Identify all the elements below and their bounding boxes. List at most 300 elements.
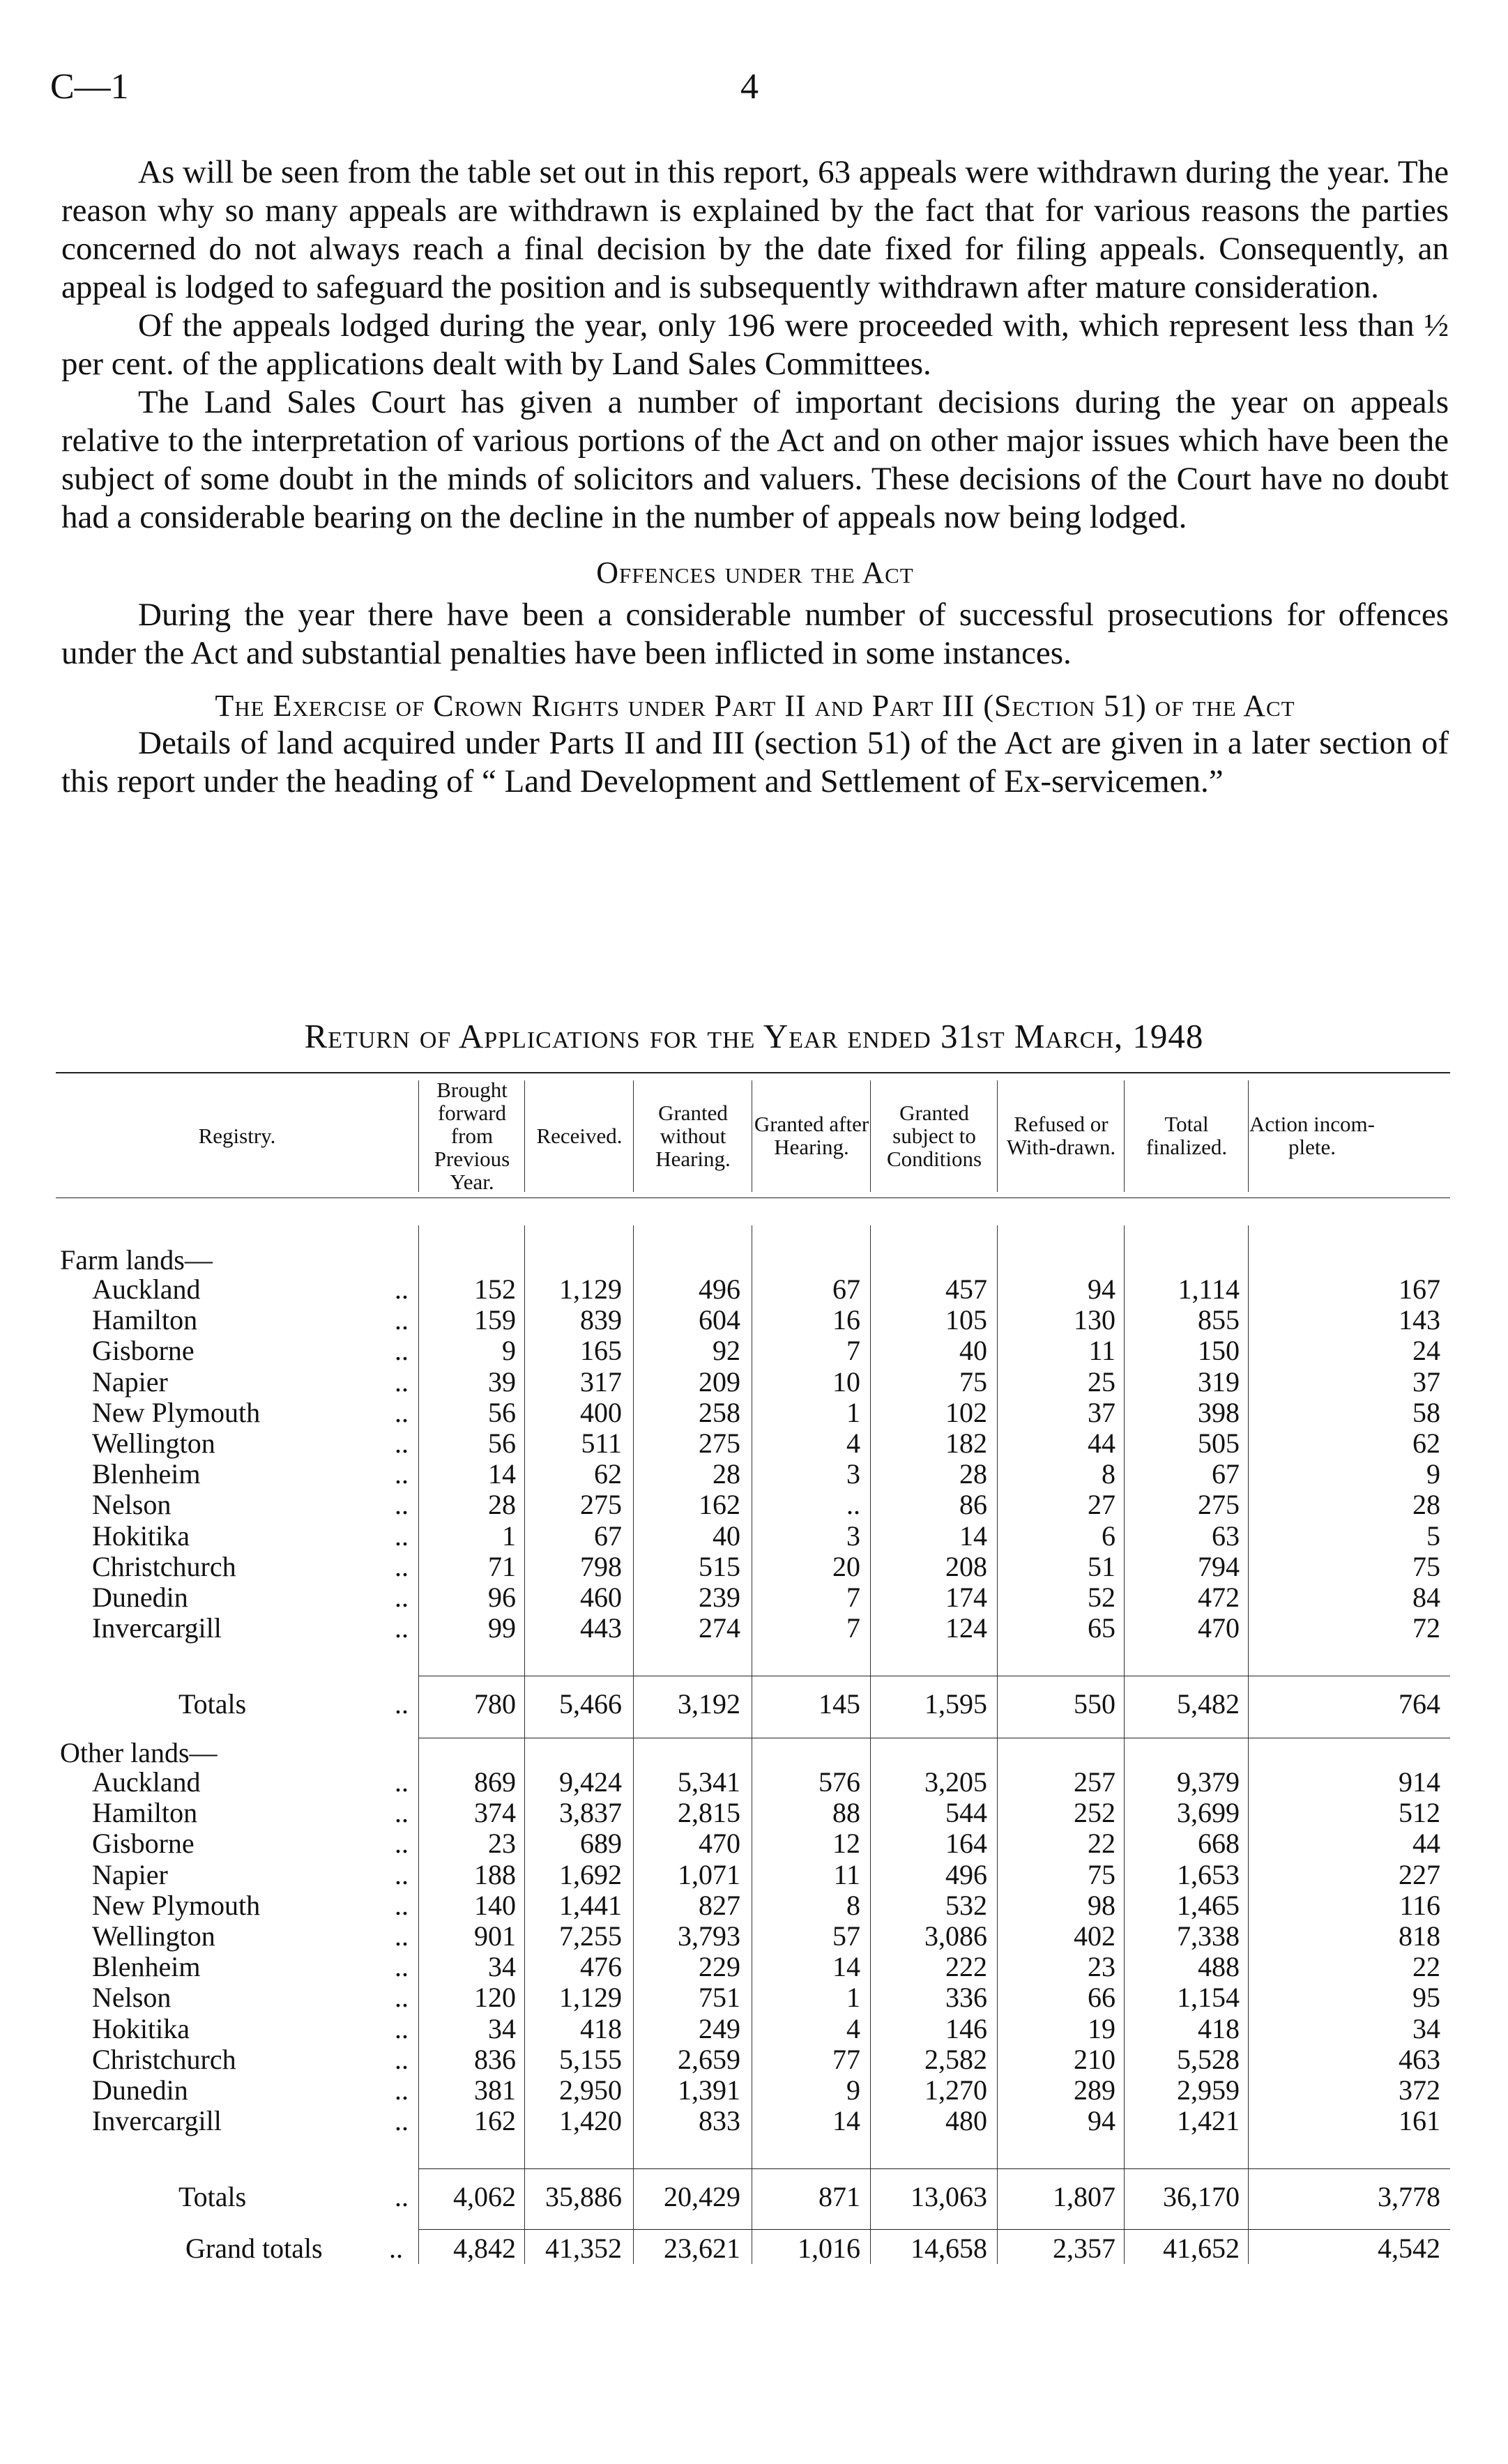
cell-total-finalized: 505 (1198, 1428, 1240, 1459)
cell-granted-without-hearing: 162 (699, 1489, 740, 1520)
crown-rights-paragraph: Details of land acquired under Parts II and III (section 51) of the Act are given in a later section of this report under the heading of “ Land Development and Settlement of Ex-servicemen.” (61, 725, 1449, 799)
cell-granted-subject-to-conditions: 102 (945, 1397, 987, 1428)
cell-received: 7,255 (559, 1920, 622, 1952)
cell-total-finalized: 472 (1198, 1582, 1240, 1613)
cell-granted-without-hearing: 1,391 (678, 2074, 740, 2106)
leader-dots: .. (395, 1551, 409, 1582)
leader-dots: .. (395, 1428, 409, 1459)
cell-granted-after-hearing: 1,016 (798, 2233, 860, 2264)
cell-granted-subject-to-conditions: 532 (945, 1890, 987, 1921)
cell-total-finalized: 794 (1198, 1551, 1240, 1582)
grand-totals-row (56, 2233, 1450, 2264)
cell-granted-without-hearing: 23,621 (664, 2233, 740, 2264)
cell-granted-without-hearing: 274 (699, 1612, 740, 1644)
leader-dots: .. (395, 2074, 409, 2106)
cell-refused-or-withdrawn: 402 (1074, 1920, 1115, 1952)
table-row (56, 1798, 1450, 1828)
cell-received: 418 (580, 2013, 622, 2044)
cell-brought-forward: 4,062 (453, 2181, 516, 2212)
cell-brought-forward: 162 (474, 2105, 516, 2136)
cell-brought-forward: 96 (488, 1582, 516, 1613)
cell-refused-or-withdrawn: 257 (1074, 1766, 1115, 1798)
cell-action-incomplete: 84 (1412, 1582, 1440, 1613)
leader-dots: .. (395, 1828, 409, 1859)
registry-name: Napier (92, 1366, 168, 1398)
cell-granted-without-hearing: 3,192 (678, 1688, 740, 1720)
paragraph-land-sales-court: The Land Sales Court has given a number of important decisions during the year on appeals relative to the interpretation of various portions of the Act and on other major issues which have been the subject of some doubt in the minds of solicitors and valuers. These decisions of the Court have no doubt had a considerable bearing on the decline in the number of appeals now being lodged. (61, 384, 1449, 535)
cell-granted-subject-to-conditions: 457 (945, 1273, 987, 1305)
cell-refused-or-withdrawn: 98 (1088, 1890, 1115, 1921)
leader-dots: .. (395, 1797, 409, 1828)
cell-received: 41,352 (545, 2233, 622, 2264)
cell-granted-subject-to-conditions: 28 (959, 1458, 987, 1490)
cell-granted-subject-to-conditions: 13,063 (911, 2181, 987, 2212)
cell-brought-forward: 9 (502, 1335, 516, 1366)
cell-refused-or-withdrawn: 27 (1088, 1489, 1115, 1520)
cell-total-finalized: 5,482 (1177, 1688, 1240, 1720)
totals-label: Totals (178, 1688, 247, 1720)
other-totals-rule (418, 2168, 1450, 2169)
cell-granted-without-hearing: 751 (699, 1982, 740, 2013)
cell-granted-subject-to-conditions: 174 (945, 1582, 987, 1613)
leader-dots: .. (395, 1890, 409, 1921)
cell-refused-or-withdrawn: 25 (1088, 1366, 1115, 1398)
cell-granted-after-hearing: 4 (846, 2013, 860, 2044)
cell-total-finalized: 5,528 (1177, 2044, 1240, 2075)
cell-brought-forward: 152 (474, 1273, 516, 1305)
registry-name: Christchurch (92, 1551, 236, 1582)
cell-action-incomplete: 5 (1426, 1520, 1440, 1552)
cell-total-finalized: 855 (1198, 1304, 1240, 1336)
cell-received: 275 (580, 1489, 622, 1520)
cell-granted-subject-to-conditions: 3,086 (924, 1920, 987, 1952)
col-header-brought-forward: Brought forward from Previous Year. (434, 1077, 510, 1194)
cell-granted-after-hearing: 67 (832, 1273, 860, 1305)
col-header-granted-without-hearing: Granted without Hearing. (655, 1100, 731, 1171)
cell-received: 839 (580, 1304, 622, 1336)
cell-refused-or-withdrawn: 23 (1088, 1951, 1115, 1982)
cell-granted-without-hearing: 470 (699, 1828, 740, 1859)
cell-action-incomplete: 75 (1412, 1551, 1440, 1582)
cell-granted-after-hearing: 871 (818, 2181, 860, 2212)
cell-action-incomplete: 372 (1399, 2074, 1440, 2106)
cell-refused-or-withdrawn: 37 (1088, 1397, 1115, 1428)
cell-granted-subject-to-conditions: 336 (945, 1982, 987, 2013)
table-row (56, 1860, 1450, 1890)
cell-granted-subject-to-conditions: 124 (945, 1612, 987, 1644)
cell-granted-subject-to-conditions: 75 (959, 1366, 987, 1398)
table-title: Return of Applications for the Year ended 31st March, 1948 (304, 1017, 1204, 1055)
cell-received: 1,692 (559, 1859, 622, 1890)
cell-total-finalized: 150 (1198, 1335, 1240, 1366)
cell-granted-after-hearing: 7 (846, 1582, 860, 1613)
farm-lands-label: Farm lands— (60, 1244, 213, 1276)
table-row (56, 1767, 1450, 1798)
cell-received: 5,466 (559, 1688, 622, 1720)
col-header-action-incomplete: Action incom-plete. (1249, 1112, 1375, 1159)
leader-dots: .. (395, 1951, 409, 1982)
leader-dots: .. (395, 1859, 409, 1890)
cell-brought-forward: 780 (474, 1688, 516, 1720)
cell-granted-without-hearing: 275 (699, 1428, 740, 1459)
cell-granted-after-hearing: 1 (846, 1982, 860, 2013)
cell-brought-forward: 71 (488, 1551, 516, 1582)
cell-brought-forward: 374 (474, 1797, 516, 1828)
registry-name: Hokitika (92, 2013, 190, 2044)
registry-name: Auckland (92, 1766, 201, 1798)
cell-granted-after-hearing: 10 (832, 1366, 860, 1398)
cell-refused-or-withdrawn: 19 (1088, 2013, 1115, 2044)
cell-granted-after-hearing: 1 (846, 1397, 860, 1428)
leader-dots: .. (395, 2181, 409, 2212)
leader-dots: .. (395, 1582, 409, 1613)
cell-action-incomplete: 58 (1412, 1397, 1440, 1428)
cell-received: 2,950 (559, 2074, 622, 2106)
column-divider (870, 1080, 871, 1192)
cell-granted-after-hearing: 145 (818, 1688, 860, 1720)
cell-refused-or-withdrawn: 66 (1088, 1982, 1115, 2013)
page-header (50, 66, 1445, 115)
cell-total-finalized: 63 (1212, 1520, 1240, 1552)
cell-granted-without-hearing: 5,341 (678, 1766, 740, 1798)
col-header-registry: Registry. (198, 1123, 276, 1148)
cell-received: 165 (580, 1335, 622, 1366)
leader-dots: .. (395, 1273, 409, 1305)
cell-total-finalized: 488 (1198, 1951, 1240, 1982)
cell-received: 9,424 (559, 1766, 622, 1798)
cell-received: 1,420 (559, 2105, 622, 2136)
col-header-refused-or-withdrawn: Refused or With-drawn. (1006, 1112, 1116, 1159)
column-divider (633, 1080, 634, 1192)
table-row (56, 1490, 1450, 1520)
table-row (56, 2044, 1450, 2075)
totals-label: Grand totals (185, 2233, 323, 2264)
cell-granted-after-hearing: 16 (832, 1304, 860, 1336)
table-row (56, 1428, 1450, 1459)
cell-granted-without-hearing: 833 (699, 2105, 740, 2136)
cell-action-incomplete: 22 (1412, 1951, 1440, 1982)
crown-rights-heading: The Exercise of Crown Rights under Part II and Part III (Section 51) of the Act (215, 689, 1295, 723)
cell-action-incomplete: 227 (1399, 1859, 1440, 1890)
cell-granted-without-hearing: 229 (699, 1951, 740, 1982)
cell-action-incomplete: 143 (1399, 1304, 1440, 1336)
cell-brought-forward: 869 (474, 1766, 516, 1798)
column-divider (418, 1080, 419, 1192)
registry-name: Auckland (92, 1273, 201, 1305)
cell-granted-without-hearing: 2,659 (678, 2044, 740, 2075)
table-row (56, 1459, 1450, 1490)
col-header-granted-subject-to-conditions: Granted subject to Conditions (886, 1100, 982, 1171)
cell-action-incomplete: 512 (1399, 1797, 1440, 1828)
table-row (56, 1552, 1450, 1582)
cell-granted-without-hearing: 1,071 (678, 1859, 740, 1890)
cell-granted-subject-to-conditions: 164 (945, 1828, 987, 1859)
cell-total-finalized: 275 (1198, 1489, 1240, 1520)
cell-total-finalized: 398 (1198, 1397, 1240, 1428)
registry-name: Invercargill (92, 1612, 222, 1644)
cell-granted-after-hearing: 12 (832, 1828, 860, 1859)
cell-received: 317 (580, 1366, 622, 1398)
paragraph-appeals-withdrawn: As will be seen from the table set out in this report, 63 appeals were withdrawn during the year. The reason why so many appeals are withdrawn is explained by the fact that for various reasons the parties concerned do not always reach a final decision by the date fixed for filing appeals. Consequently, an appeal is lodged to safeguard the position and is subsequently withdrawn after mature consideration. (61, 154, 1449, 305)
cell-refused-or-withdrawn: 289 (1074, 2074, 1115, 2106)
cell-refused-or-withdrawn: 75 (1088, 1859, 1115, 1890)
cell-total-finalized: 1,154 (1177, 1982, 1240, 2013)
cell-granted-subject-to-conditions: 208 (945, 1551, 987, 1582)
cell-granted-after-hearing: 11 (833, 1859, 860, 1890)
cell-brought-forward: 901 (474, 1920, 516, 1952)
cell-granted-after-hearing: 3 (846, 1458, 860, 1490)
cell-action-incomplete: 116 (1399, 1890, 1440, 1921)
cell-granted-subject-to-conditions: 86 (959, 1489, 987, 1520)
table-row (56, 2014, 1450, 2044)
cell-granted-after-hearing: 7 (846, 1612, 860, 1644)
cell-granted-subject-to-conditions: 1,595 (924, 1688, 987, 1720)
totals-label: Totals (178, 2181, 247, 2212)
cell-granted-without-hearing: 515 (699, 1551, 740, 1582)
cell-action-incomplete: 28 (1412, 1489, 1440, 1520)
cell-brought-forward: 120 (474, 1982, 516, 2013)
cell-refused-or-withdrawn: 65 (1088, 1612, 1115, 1644)
cell-action-incomplete: 161 (1399, 2105, 1440, 2136)
cell-refused-or-withdrawn: 2,357 (1053, 2233, 1115, 2264)
col-header-granted-after-hearing: Granted after Hearing. (754, 1112, 869, 1159)
offences-paragraph: During the year there have been a considerable number of successful prosecutions for offences under the Act and substantial penalties have been inflicted in some instances. (61, 597, 1449, 671)
registry-name: Dunedin (92, 2074, 188, 2106)
cell-granted-without-hearing: 604 (699, 1304, 740, 1336)
cell-total-finalized: 9,379 (1177, 1766, 1240, 1798)
leader-dots: .. (395, 1458, 409, 1490)
document-reference: C—1 (50, 67, 129, 107)
cell-action-incomplete: 72 (1412, 1612, 1440, 1644)
cell-granted-without-hearing: 40 (713, 1520, 740, 1552)
cell-total-finalized: 1,421 (1177, 2105, 1240, 2136)
table-row (56, 1921, 1450, 1952)
other-lands-label: Other lands— (60, 1737, 218, 1768)
registry-name: Nelson (92, 1489, 172, 1520)
table-row (56, 1521, 1450, 1552)
leader-dots: .. (395, 2044, 409, 2075)
leader-dots: .. (395, 1489, 409, 1520)
registry-name: Nelson (92, 1982, 172, 2013)
cell-refused-or-withdrawn: 550 (1074, 1688, 1115, 1720)
cell-total-finalized: 2,959 (1177, 2074, 1240, 2106)
leader-dots: .. (395, 1335, 409, 1366)
registry-name: Blenheim (92, 1951, 201, 1982)
cell-granted-subject-to-conditions: 105 (945, 1304, 987, 1336)
registry-name: New Plymouth (92, 1397, 261, 1428)
cell-action-incomplete: 44 (1412, 1828, 1440, 1859)
cell-received: 689 (580, 1828, 622, 1859)
cell-brought-forward: 34 (488, 2013, 516, 2044)
cell-granted-without-hearing: 827 (699, 1890, 740, 1921)
registry-name: Hokitika (92, 1520, 190, 1552)
applications-table (56, 1072, 1450, 2264)
cell-brought-forward: 56 (488, 1397, 516, 1428)
leader-dots: .. (395, 1520, 409, 1552)
cell-total-finalized: 470 (1198, 1612, 1240, 1644)
cell-total-finalized: 36,170 (1163, 2181, 1240, 2212)
cell-granted-subject-to-conditions: 14,658 (911, 2233, 987, 2264)
leader-dots: .. (395, 1366, 409, 1398)
col-header-received: Received. (536, 1123, 623, 1148)
cell-received: 3,837 (559, 1797, 622, 1828)
cell-brought-forward: 188 (474, 1859, 516, 1890)
cell-brought-forward: 56 (488, 1428, 516, 1459)
cell-action-incomplete: 95 (1412, 1982, 1440, 2013)
cell-brought-forward: 4,842 (453, 2233, 516, 2264)
cell-received: 511 (581, 1428, 622, 1459)
registry-name: Invercargill (92, 2105, 222, 2136)
cell-granted-after-hearing: 9 (846, 2074, 860, 2106)
leader-dots: .. (395, 2105, 409, 2136)
cell-action-incomplete: 167 (1399, 1273, 1440, 1305)
cell-brought-forward: 28 (488, 1489, 516, 1520)
table-row (56, 1367, 1450, 1398)
cell-received: 1,441 (559, 1890, 622, 1921)
cell-refused-or-withdrawn: 22 (1088, 1828, 1115, 1859)
cell-refused-or-withdrawn: 1,807 (1053, 2181, 1115, 2212)
page-number: 4 (740, 67, 759, 107)
leader-dots: .. (395, 1304, 409, 1336)
cell-brought-forward: 34 (488, 1951, 516, 1982)
table-top-rule (56, 1072, 1450, 1073)
cell-granted-subject-to-conditions: 146 (945, 2013, 987, 2044)
table-row (56, 2075, 1450, 2106)
table-row (56, 1582, 1450, 1613)
cell-refused-or-withdrawn: 6 (1102, 1520, 1115, 1552)
cell-received: 62 (594, 1458, 622, 1490)
column-divider (1124, 1080, 1125, 1192)
header-bottom-rule (56, 1197, 1450, 1198)
cell-action-incomplete: 9 (1426, 1458, 1440, 1490)
other-totals-underline (418, 2229, 1450, 2230)
column-divider (1248, 1080, 1249, 1192)
cell-granted-subject-to-conditions: 1,270 (924, 2074, 987, 2106)
cell-received: 1,129 (559, 1982, 622, 2013)
cell-refused-or-withdrawn: 8 (1102, 1458, 1115, 1490)
cell-action-incomplete: 3,778 (1378, 2181, 1440, 2212)
cell-action-incomplete: 914 (1399, 1766, 1440, 1798)
table-row (56, 1982, 1450, 2013)
cell-granted-after-hearing: 20 (832, 1551, 860, 1582)
cell-granted-without-hearing: 239 (699, 1582, 740, 1613)
table-row (56, 1336, 1450, 1366)
leader-dots: .. (395, 1766, 409, 1798)
cell-granted-without-hearing: 92 (713, 1335, 740, 1366)
cell-brought-forward: 836 (474, 2044, 516, 2075)
cell-brought-forward: 381 (474, 2074, 516, 2106)
registry-name: Wellington (92, 1428, 215, 1459)
table-row (56, 1305, 1450, 1336)
cell-granted-after-hearing: 77 (832, 2044, 860, 2075)
cell-granted-without-hearing: 209 (699, 1366, 740, 1398)
cell-received: 35,886 (545, 2181, 622, 2212)
leader-dots: .. (395, 1982, 409, 2013)
cell-brought-forward: 140 (474, 1890, 516, 1921)
cell-granted-without-hearing: 258 (699, 1397, 740, 1428)
cell-received: 476 (580, 1951, 622, 1982)
cell-total-finalized: 319 (1198, 1366, 1240, 1398)
cell-granted-after-hearing: 4 (846, 1428, 860, 1459)
cell-received: 460 (580, 1582, 622, 1613)
leader-dots: .. (389, 2233, 403, 2264)
cell-total-finalized: 1,114 (1178, 1273, 1240, 1305)
cell-received: 798 (580, 1551, 622, 1582)
leader-dots: .. (395, 2013, 409, 2044)
cell-brought-forward: 23 (488, 1828, 516, 1859)
cell-granted-subject-to-conditions: 14 (959, 1520, 987, 1552)
cell-granted-without-hearing: 20,429 (664, 2181, 740, 2212)
cell-brought-forward: 99 (488, 1612, 516, 1644)
leader-dots: .. (395, 1612, 409, 1644)
cell-granted-subject-to-conditions: 544 (945, 1797, 987, 1828)
cell-received: 443 (580, 1612, 622, 1644)
table-row (56, 1828, 1450, 1859)
cell-granted-subject-to-conditions: 3,205 (924, 1766, 987, 1798)
cell-action-incomplete: 818 (1399, 1920, 1440, 1952)
cell-total-finalized: 668 (1198, 1828, 1240, 1859)
cell-total-finalized: 67 (1212, 1458, 1240, 1490)
cell-action-incomplete: 37 (1412, 1366, 1440, 1398)
cell-granted-without-hearing: 2,815 (678, 1797, 740, 1828)
cell-granted-subject-to-conditions: 2,582 (924, 2044, 987, 2075)
cell-total-finalized: 1,653 (1177, 1859, 1240, 1890)
registry-name: Gisborne (92, 1828, 195, 1859)
totals-row (56, 2182, 1450, 2212)
column-divider (997, 1080, 998, 1192)
cell-received: 400 (580, 1397, 622, 1428)
cell-granted-after-hearing: 3 (846, 1520, 860, 1552)
cell-granted-after-hearing: 14 (832, 1951, 860, 1982)
registry-name: Wellington (92, 1920, 215, 1952)
cell-total-finalized: 7,338 (1177, 1920, 1240, 1952)
cell-brought-forward: 39 (488, 1366, 516, 1398)
cell-brought-forward: 1 (502, 1520, 516, 1552)
registry-name: Napier (92, 1859, 168, 1890)
cell-granted-after-hearing: .. (846, 1489, 860, 1520)
cell-refused-or-withdrawn: 94 (1088, 2105, 1115, 2136)
cell-granted-after-hearing: 7 (846, 1335, 860, 1366)
paragraph-appeals-proceeded: Of the appeals lodged during the year, only 196 were proceeded with, which represent less than ½ per cent. of the applications dealt with by Land Sales Committees. (61, 307, 1449, 382)
table-row (56, 1398, 1450, 1428)
totals-row (56, 1689, 1450, 1720)
cell-granted-after-hearing: 88 (832, 1797, 860, 1828)
report-text (61, 153, 1449, 801)
cell-refused-or-withdrawn: 52 (1088, 1582, 1115, 1613)
cell-refused-or-withdrawn: 51 (1088, 1551, 1115, 1582)
cell-granted-subject-to-conditions: 40 (959, 1335, 987, 1366)
col-header-total-finalized: Total finalized. (1145, 1112, 1228, 1159)
cell-granted-after-hearing: 576 (818, 1766, 860, 1798)
cell-granted-without-hearing: 3,793 (678, 1920, 740, 1952)
cell-total-finalized: 1,465 (1177, 1890, 1240, 1921)
cell-brought-forward: 14 (488, 1458, 516, 1490)
table-row (56, 1613, 1450, 1644)
cell-granted-subject-to-conditions: 222 (945, 1951, 987, 1982)
cell-total-finalized: 418 (1198, 2013, 1240, 2044)
table-row (56, 1952, 1450, 1982)
cell-received: 5,155 (559, 2044, 622, 2075)
cell-refused-or-withdrawn: 130 (1074, 1304, 1115, 1336)
registry-name: Blenheim (92, 1458, 201, 1490)
table-row (56, 2106, 1450, 2136)
cell-refused-or-withdrawn: 11 (1088, 1335, 1115, 1366)
cell-received: 67 (594, 1520, 622, 1552)
table-row (56, 1890, 1450, 1921)
cell-granted-after-hearing: 57 (832, 1920, 860, 1952)
cell-refused-or-withdrawn: 44 (1088, 1428, 1115, 1459)
cell-brought-forward: 159 (474, 1304, 516, 1336)
